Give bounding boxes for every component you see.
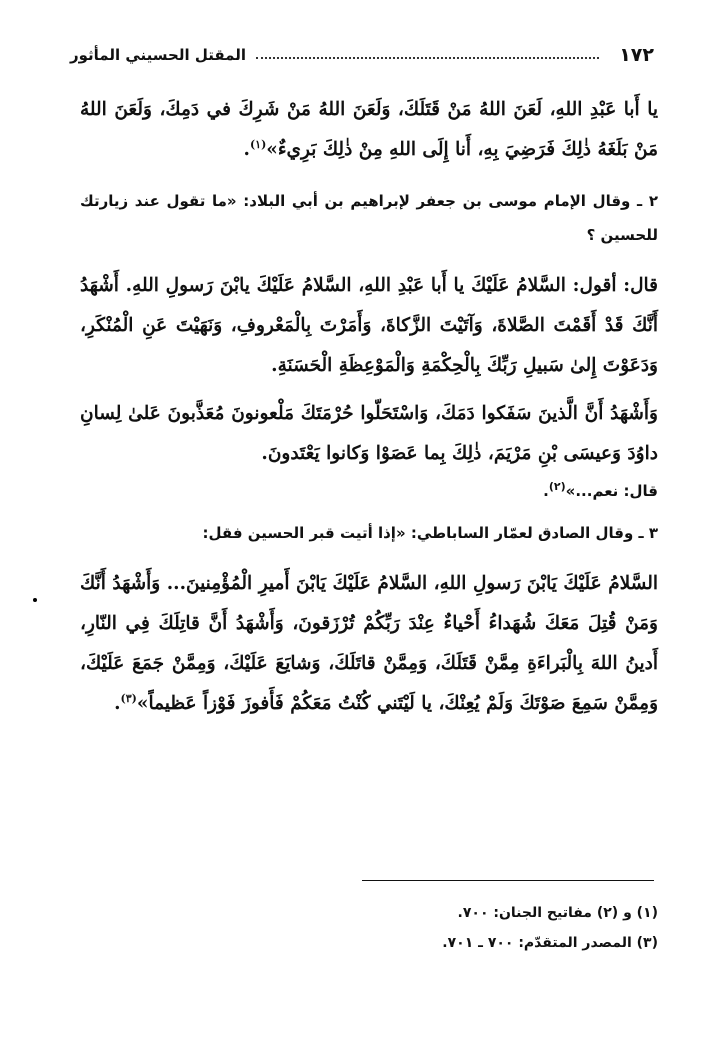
quote-paragraph-3 [80,266,658,386]
footnote-2: (٣) المصدر المتقدّم: ٧٠٠ ـ ٧٠١. [442,935,658,951]
running-title: المقتل الحسيني المأثور [70,46,246,64]
footnotes [442,898,658,958]
header-dot-leader [256,57,599,59]
narration-text-2: ٢ ـ وقال الإمام موسى بن جعفر لإبراهيم بن أبي البلاد: «ما تقول عند زيارتك للحسين ؟ [80,192,658,244]
footnote-separator [362,880,654,881]
footnote-ref-1: (١) [249,137,267,151]
footnote-ref-3: (٣) [120,691,137,705]
spacer [80,508,658,516]
quote-paragraph-1: يا أَبا عَبْدِ اللهِ، لَعَنَ اللهُ مَنْ قَتَلَكَ، وَلَعَنَ اللهُ مَنْ شَرِكَ في دَمِكَ، وَلَعَنَ اللهُ مَنْ بَلَغَهُ ذٰلِكَ فَرَضِيَ بِهِ، أَنا إِلَى اللهِ مِنْ ذٰلِكَ بَرِيءٌ»$^{(١)}$. [80,99,658,160]
footnote-1: (١) و (٢) مفاتيح الجنان: ٧٠٠. [457,905,658,921]
narration-paragraph-2 [80,184,658,252]
page-number: ١٧٢ [619,44,654,66]
quote-paragraph-4 [80,394,658,474]
narration-text-6: ٣ ـ وقال الصادق لعمّار الساباطي: «إذا أتيت قبر الحسين فقل: [202,524,658,542]
narration-paragraph-5: قال: نعم...»$^{(٢)}$. [543,480,658,500]
quote-text-1: يا أَبا عَبْدِ اللهِ، لَعَنَ اللهُ مَنْ قَتَلَكَ، وَلَعَنَ اللهُ مَنْ شَرِكَ في دَمِكَ، وَلَعَنَ اللهُ مَنْ بَلَغَهُ ذٰلِكَ فَرَضِيَ بِهِ، أَنا إِلَى اللهِ مِنْ ذٰلِكَ بَرِيءٌ» [80,99,658,160]
spacer [80,386,658,394]
quote-paragraph-7: السَّلامُ عَلَيْكَ يَابْنَ رَسولِ اللهِ، السَّلامُ عَلَيْكَ يَابْنَ أَميرِ الْمُؤْمِنينَ... وَأَشْهَدُ أَنَّكَ وَمَنْ قُتِلَ مَعَكَ شُهَداءُ أَحْياءٌ عِنْدَ رَبِّكُمْ تُرْزَقونَ، وَأَشْهَدُ أَنَّ قاتِلَكَ فِي النّارِ، أَدينُ اللهَ بِالْبَراءَةِ مِمَّنْ قَتَلَكَ، وَمِمَّنْ قاتَلَكَ، وَشايَعَ عَلَيْكَ، وَمِمَّنْ جَمَعَ عَلَيْكَ، وَمِمَّنْ سَمِعَ صَوْتَكَ وَلَمْ يُعِنْكَ، يا لَيْتَني كُنْتُ مَعَكُمْ فَأَفوزَ فَوْزاً عَظيماً»$^{(٣)}$. [80,573,658,714]
narration-text-5: قال: نعم...» [565,482,658,500]
quote-text-4: وَأَشْهَدُ أَنَّ الَّذينَ سَفَكوا دَمَكَ، وَاسْتَحَلّوا حُرْمَتَكَ مَلْعونونَ مُعَذَّبونَ عَلىٰ لِسانِ داوُدَ وَعيسَى بْنِ مَرْيَمَ، ذٰلِكَ بِما عَصَوْا وَكانوا يَعْتَدونَ. [80,403,658,464]
narration-paragraph-6 [80,516,658,550]
page-header [70,40,654,70]
footnote-ref-2: (٢) [548,480,566,493]
spacer [80,550,658,564]
margin-dot [33,598,37,602]
quote-text-3a: قال: أقول: السَّلامُ عَلَيْكَ يا أَبا عَبْدِ اللهِ، السَّلامُ عَلَيْكَ يابْنَ رَسولِ اللهِ. [125,275,658,296]
page-body [80,90,658,724]
quote-text-7: السَّلامُ عَلَيْكَ يَابْنَ رَسولِ اللهِ، السَّلامُ عَلَيْكَ يَابْنَ أَميرِ الْمُؤْمِنينَ... وَأَشْهَدُ أَنَّكَ وَمَنْ قُتِلَ مَعَكَ شُهَداءُ أَحْياءٌ عِنْدَ رَبِّكُمْ تُرْزَقونَ، وَأَشْهَدُ أَنَّ قاتِلَكَ فِي النّارِ، أَدينُ اللهَ بِالْبَراءَةِ مِمَّنْ قَتَلَكَ، وَمِمَّنْ قاتَلَكَ، وَشايَعَ عَلَيْكَ، وَمِمَّنْ جَمَعَ عَلَيْكَ، وَمِمَّنْ سَمِعَ صَوْتَكَ وَلَمْ يُعِنْكَ، يا لَيْتَني كُنْتُ مَعَكُمْ فَأَفوزَ فَوْزاً عَظيماً» [80,573,658,714]
spacer [80,252,658,266]
spacer [80,170,658,184]
quote-text-3b: أَشْهَدُ أَنَّكَ قَدْ أَقَمْتَ الصَّلاةَ، وَآتَيْتَ الزَّكاةَ، وَأَمَرْتَ بِالْمَعْروفِ، وَنَهَيْتَ عَنِ الْمُنْكَرِ، وَدَعَوْتَ إِلىٰ سَبيلِ رَبِّكَ بِالْحِكْمَةِ وَالْمَوْعِظَةِ الْحَسَنَةِ. [80,275,658,376]
